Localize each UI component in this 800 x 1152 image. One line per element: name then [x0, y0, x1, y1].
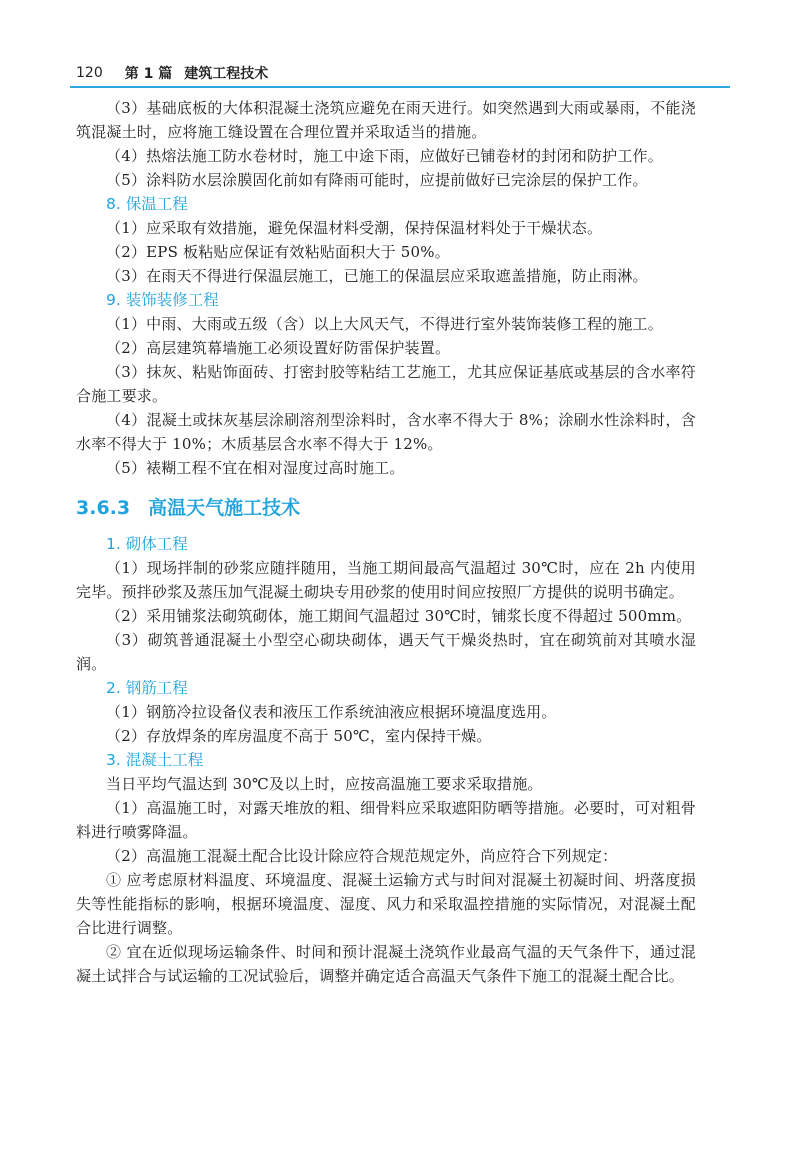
paragraph: （2）采用铺浆法砌筑砌体，施工期间气温超过 30℃时，铺浆长度不得超过 500mm。 — [106, 607, 692, 625]
paragraph: （1）高温施工时，对露天堆放的粗、细骨料应采取遮阳防晒等措施。必要时，可对粗骨料进行喷雾降温。 — [76, 799, 696, 841]
subheading-concrete: 3. 混凝土工程 — [106, 751, 204, 769]
paragraph: （1）现场拌制的砂浆应随拌随用，当施工期间最高气温超过 30℃时，应在 2h 内使用完毕。预拌砂浆及蒸压加气混凝土砌块专用砂浆的使用时间应按照厂方提供的说明书确定。 — [76, 559, 696, 601]
running-header — [76, 62, 268, 84]
section-title: 高温天气施工技术 — [148, 497, 301, 519]
part-label: 第 1 篇 — [124, 66, 173, 82]
section-number: 3.6.3 — [76, 497, 131, 519]
paragraph: （5）涂料防水层涂膜固化前如有降雨可能时，应提前做好已完涂层的保护工作。 — [106, 171, 648, 189]
paragraph: （2）存放焊条的库房温度不高于 50℃，室内保持干燥。 — [106, 727, 492, 745]
section-heading — [76, 492, 696, 524]
subheading-rebar: 2. 钢筋工程 — [106, 679, 188, 697]
subheading-decoration: 9. 装饰装修工程 — [106, 291, 219, 309]
subheading-masonry: 1. 砌体工程 — [106, 535, 188, 553]
paragraph: （4）混凝土或抹灰基层涂刷溶剂型涂料时，含水率不得大于 8%；涂刷水性涂料时，含水率不得大于 10%；木质基层含水率不得大于 12%。 — [76, 411, 696, 453]
paragraph: （1）应采取有效措施，避免保温材料受潮，保持保温材料处于干燥状态。 — [106, 219, 603, 237]
paragraph: （2）高层建筑幕墙施工必须设置好防雷保护装置。 — [106, 339, 451, 357]
book-title: 建筑工程技术 — [184, 66, 269, 82]
subheading-insulation: 8. 保温工程 — [106, 195, 188, 213]
paragraph: （3）抹灰、粘贴饰面砖、打密封胶等粘结工艺施工，尤其应保证基底或基层的含水率符合施工要求。 — [76, 363, 696, 405]
page-number: 120 — [76, 65, 103, 81]
paragraph: ① 应考虑原材料温度、环境温度、混凝土运输方式与时间对混凝土初凝时间、坍落度损失等性能指标的影响，根据环境温度、湿度、风力和采取温控措施的实际情况，对混凝土配合比进行调整。 — [76, 871, 696, 937]
paragraph: ② 宜在近似现场运输条件、时间和预计混凝土浇筑作业最高气温的天气条件下，通过混凝土试拌合与试运输的工况试验后，调整并确定适合高温天气条件下施工的混凝土配合比。 — [76, 943, 696, 985]
paragraph: （3）在雨天不得进行保温层施工，已施工的保温层应采取遮盖措施，防止雨淋。 — [106, 267, 648, 285]
paragraph: （5）裱糊工程不宜在相对湿度过高时施工。 — [106, 459, 405, 477]
paragraph: （3）基础底板的大体积混凝土浇筑应避免在雨天进行。如突然遇到大雨或暴雨，不能浇筑混凝土时，应将施工缝设置在合理位置并采取适当的措施。 — [76, 99, 696, 141]
header-rule — [70, 86, 730, 88]
paragraph: （1）钢筋冷拉设备仪表和液压工作系统油液应根据环境温度选用。 — [106, 703, 557, 721]
paragraph: （2）高温施工混凝土配合比设计除应符合规范规定外，尚应符合下列规定： — [106, 847, 618, 865]
paragraph: （2）EPS 板粘贴应保证有效粘贴面积大于 50%。 — [106, 243, 450, 261]
paragraph: 当日平均气温达到 30℃及以上时，应按高温施工要求采取措施。 — [106, 775, 543, 793]
page-content — [76, 96, 696, 988]
paragraph: （1）中雨、大雨或五级（含）以上大风天气，不得进行室外装饰装修工程的施工。 — [106, 315, 663, 333]
paragraph: （4）热熔法施工防水卷材时，施工中途下雨，应做好已铺卷材的封闭和防护工作。 — [106, 147, 663, 165]
paragraph: （3）砌筑普通混凝土小型空心砌块砌体，遇天气干燥炎热时，宜在砌筑前对其喷水湿润。 — [76, 631, 696, 673]
